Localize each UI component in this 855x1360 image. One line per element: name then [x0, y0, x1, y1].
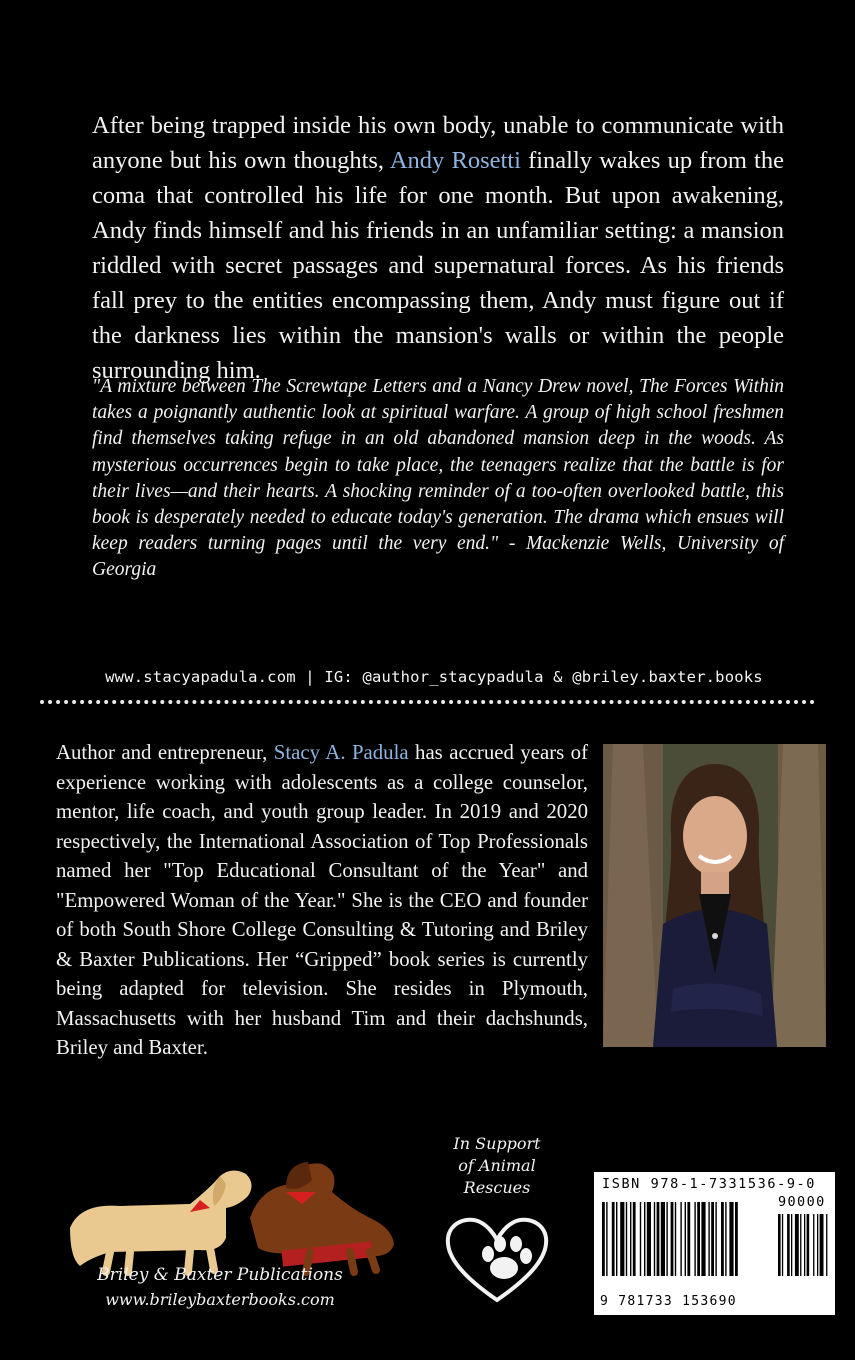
bio-text-1: Author and entrepreneur,	[56, 741, 274, 764]
isbn-number: ISBN 978-1-7331536-9-0	[602, 1176, 817, 1192]
price-code: 90000	[778, 1194, 826, 1210]
character-name: Andy Rosetti	[389, 147, 521, 174]
book-blurb	[92, 108, 784, 388]
support-line-2: of Animal	[458, 1156, 536, 1175]
blurb-text-1: After being trapped inside his own body, unable to communicate with anyone but his own thoughts,	[92, 112, 784, 174]
briley-baxter-logo	[50, 1148, 410, 1278]
blurb-text-2: finally wakes up from the coma that controlled his life for one month. But upon awakening, Andy finds himself and his friends in an unfamiliar setting: a mansion riddled with secret passages and supernatural forces. As his friends fall prey to the entities encompassing them, Andy must figure out if the darkness lies within the mansion's walls or within the people surrounding him.	[92, 147, 784, 384]
author-name: Stacy A. Padula	[273, 741, 409, 764]
animal-rescue-support-text	[432, 1133, 562, 1199]
review-quote: "A mixture between The Screwtape Letters and a Nancy Drew novel, The Forces Within takes a poignantly authentic look at spiritual warfare. A group of high school freshmen find themselves taking refuge in an old abandoned mansion deep in the woods. As mysterious occurrences begin to take place, the teenagers realize that the battle is for their lives—and their hearts. A shocking reminder of a too-often overlooked battle, this book is desperately needed to educate today's generation. The drama which ensues will keep readers turning pages until the very end." - Mackenzie Wells, University of Georgia	[92, 376, 784, 581]
barcode-digits: 9 781733 153690	[600, 1294, 737, 1309]
website-and-social-links: www.stacyapadula.com | IG: @author_stacypadula & @briley.baxter.books	[105, 668, 763, 686]
dotted-divider	[40, 700, 815, 704]
heart-paw-icon	[442, 1210, 552, 1310]
publisher-url: www.brileybaxterbooks.com	[105, 1290, 335, 1309]
support-line-3: Rescues	[463, 1178, 531, 1197]
author-photo	[603, 744, 826, 1047]
author-bio	[56, 738, 588, 1063]
bio-text-2: has accrued years of experience working with adolescents as a college counselor, mentor, life coach, and youth group leader. In 2019 and 2020 respectively, the International Association of Top Professionals named her "Top Educational Consultant of the Year" and "Empowered Woman of the Year." She is the CEO and founder of both South Shore College Consulting & Tutoring and Briley & Baxter Publications. Her “Gripped” book series is currently being adapted for television. She resides in Plymouth, Massachusetts with her husband Tim and their dachshunds, Briley and Baxter.	[56, 741, 589, 1059]
barcode-bars	[594, 1184, 835, 1294]
support-line-1: In Support	[453, 1134, 541, 1153]
author-portrait-illustration	[603, 744, 826, 1047]
publisher-name: Briley & Baxter Publications	[97, 1265, 343, 1285]
isbn-barcode	[594, 1172, 835, 1315]
